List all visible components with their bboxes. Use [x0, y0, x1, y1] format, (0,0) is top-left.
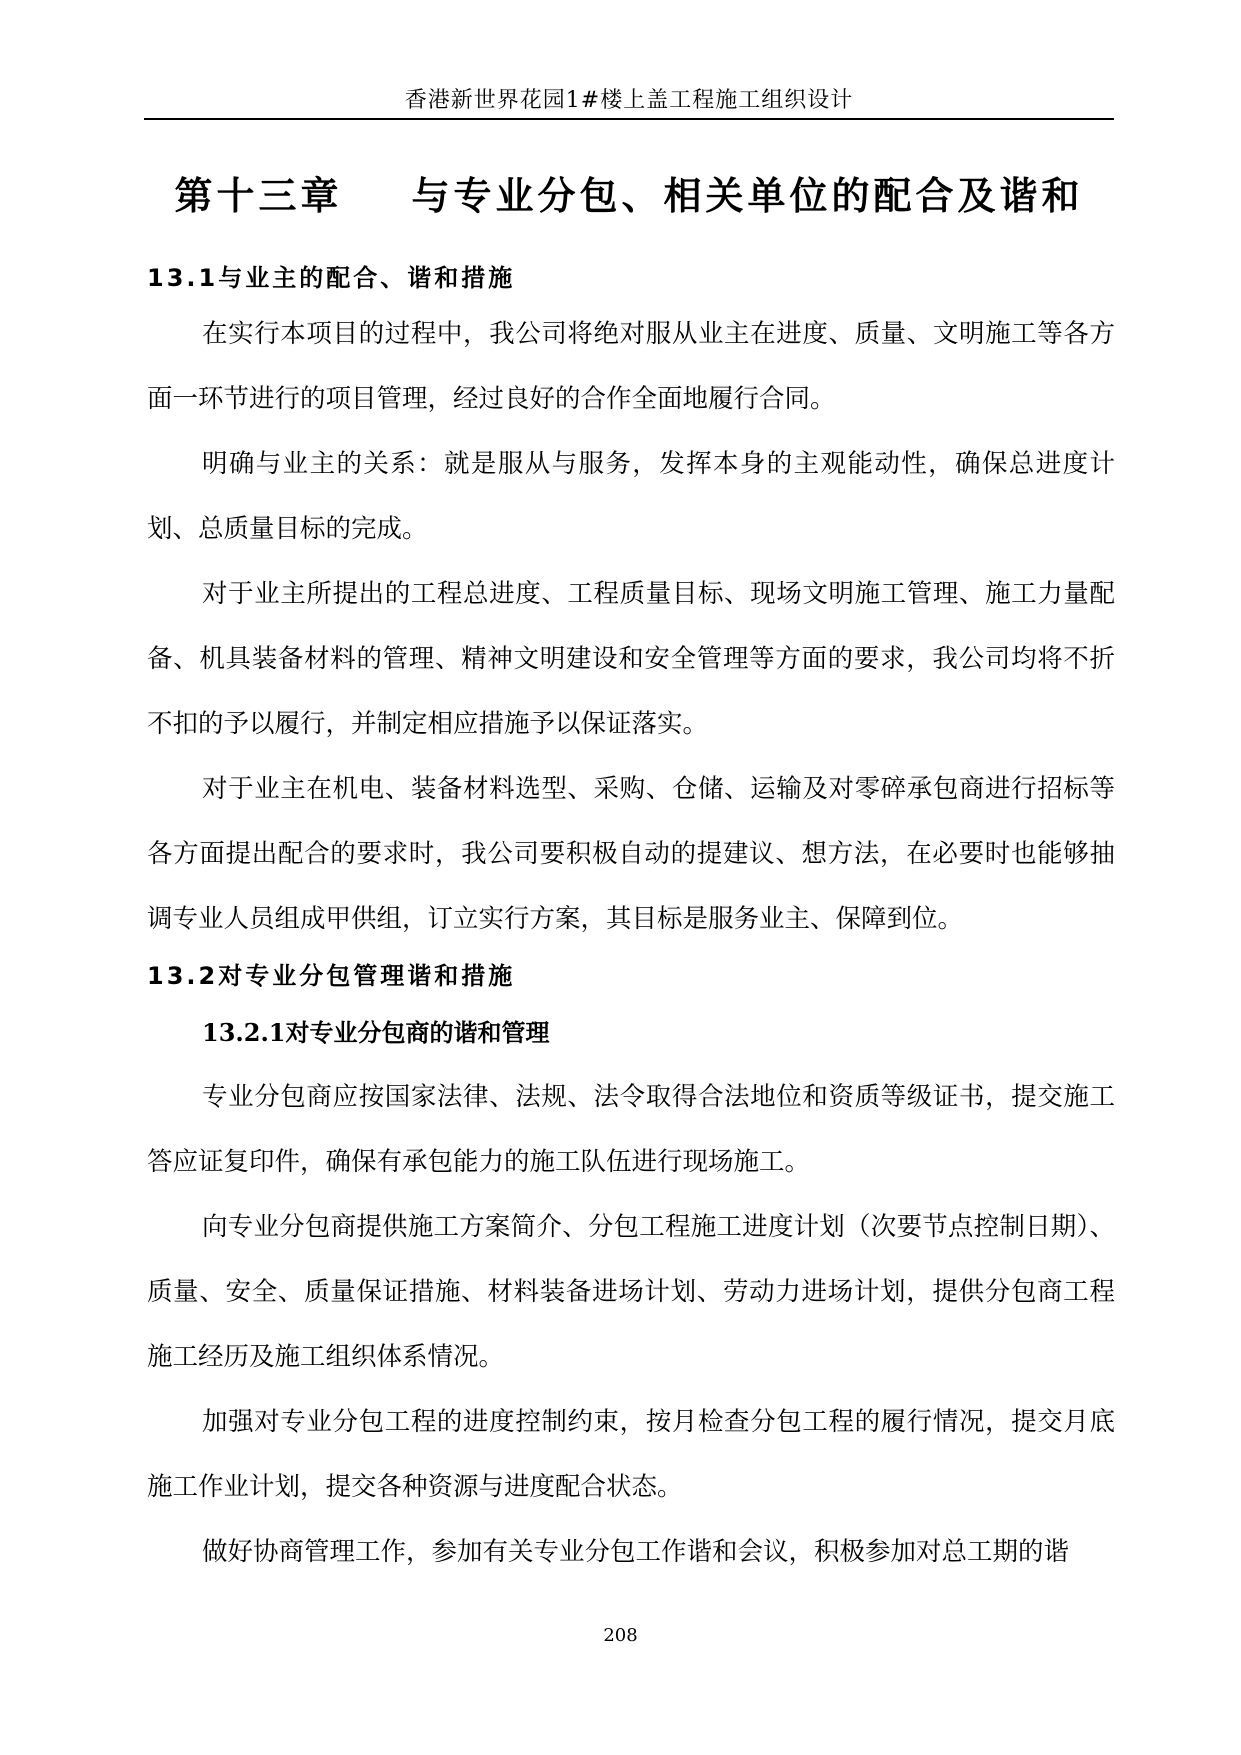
paragraph: 向专业分包商提供施工方案简介、分包工程施工进度计划（次要节点控制日期）、质量、安全、质量保证措施、材料装备进场计划、劳动力进场计划，提供分包商工程施工经历及施工组织体系情况。 — [147, 1212, 1115, 1372]
paragraph: 对于业主所提出的工程总进度、工程质量目标、现场文明施工管理、施工力量配备、机具装备材料的管理、精神文明建设和安全管理等方面的要求，我公司均将不折不扣的予以履行，并制定相应措施予以保证落实。 — [147, 579, 1115, 739]
header-rule — [144, 118, 1114, 120]
section-heading-13-2: 13.2对专业分包管理谐和措施 — [147, 962, 516, 990]
section-heading-13-1: 13.1与业主的配合、谐和措施 — [147, 264, 516, 292]
paragraph: 明确与业主的关系：就是服从与服务，发挥本身的主观能动性，确保总进度计划、总质量目标的完成。 — [147, 449, 1115, 544]
chapter-title: 第十三章 与专业分包、相关单位的配合及谐和 — [174, 174, 1084, 218]
paragraph: 加强对专业分包工程的进度控制约束，按月检查分包工程的履行情况，提交月底施工作业计划，提交各种资源与进度配合状态。 — [147, 1407, 1115, 1502]
page-number: 208 — [603, 1625, 638, 1646]
running-header: 香港新世界花园1#楼上盖工程施工组织设计 — [404, 88, 854, 113]
paragraph: 对于业主在机电、装备材料选型、采购、仓储、运输及对零碎承包商进行招标等各方面提出配合的要求时，我公司要积极自动的提建议、想方法，在必要时也能够抽调专业人员组成甲供组，订立实行方案，其目标是服务业主、保障到位。 — [147, 774, 1115, 934]
paragraph: 在实行本项目的过程中，我公司将绝对服从业主在进度、质量、文明施工等各方面一环节进行的项目管理，经过良好的合作全面地履行合同。 — [147, 319, 1115, 414]
document-body — [147, 254, 1115, 1585]
paragraph: 做好协商管理工作，参加有关专业分包工作谐和会议，积极参加对总工期的谐 — [202, 1537, 1070, 1567]
paragraph: 专业分包商应按国家法律、法规、法令取得合法地位和资质等级证书，提交施工答应证复印件，确保有承包能力的施工队伍进行现场施工。 — [147, 1082, 1115, 1177]
subsection-heading-13-2-1: 13.2.1对专业分包商的谐和管理 — [202, 1018, 550, 1047]
